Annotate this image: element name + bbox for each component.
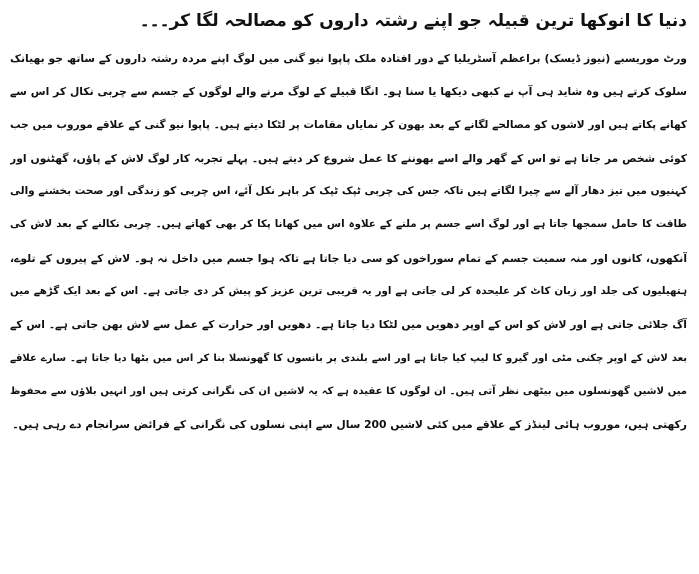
article-body-line: آنکھوں، کانوں اور منہ سمیت جسم کے تمام سوراخوں کو سی دیا جاتا ہے تاکہ ہوا جسم میں داخل نہ ہو۔ لاش کے پیروں کے تلوے، bbox=[10, 251, 687, 265]
article-headline: دنیا کا انوکھا ترین قبیلہ جو اپنے رشتہ داروں کو مصالحہ لگا کر۔۔۔ bbox=[139, 11, 687, 31]
article-body-line: سلوک کرتے ہیں وہ شاید ہی آپ نے کبھی دیکھا یا سنا ہو۔ انگا قبیلے کے لوگ مرنے والے لوگوں کے جسم سے چربی نکال کر اس سے bbox=[10, 85, 687, 99]
article-body-line: کھانے پکاتے ہیں اور لاشوں کو مصالحے لگانے کے بعد بھون کر نمایاں مقامات پر لٹکا دیتے ہیں۔ پاپوا نیو گنی کے علاقے موروب میں جب bbox=[10, 118, 687, 131]
article-body-line: آگ جلائی جاتی ہے اور لاش کو اس کے اوپر دھویں میں لٹکا دیا جاتا ہے۔ دھویں اور حرارت کے عمل سے لاش بھن جاتی ہے۔ اس کے bbox=[10, 318, 687, 332]
article-body-line: ہتھیلیوں کی جلد اور زبان کاٹ کر علیحدہ کر لی جاتی ہے اور یہ قریبی ترین عزیز کو پیش کر دی جاتی ہے۔ اس کے بعد ایک گڑھے میں bbox=[10, 285, 687, 298]
article-body-line: بعد لاش کے اوپر چکنی مٹی اور گیرو کا لیپ کیا جاتا ہے اور اسے بلندی پر بانسوں کا گھونسلا بنا کر اس میں بٹھا دیا جاتا ہے۔ سارے علاقے bbox=[10, 352, 687, 364]
article-body-line: طاقت کا حامل سمجھا جاتا ہے اور لوگ اسے جسم پر ملنے کے علاوہ اس میں کھانا پکا کر بھی کھاتے ہیں۔ چربی نکالنے کے بعد لاش کی bbox=[10, 218, 687, 231]
article-body-line: کوئی شخص مر جاتا ہے تو اس کے گھر والے اسے بھوننے کا عمل شروع کر دیتے ہیں۔ پہلے تجربہ کار لوگ لاش کے پاؤں، گھٹنوں اور bbox=[10, 151, 687, 165]
article-body-line: رکھتی ہیں، موروب ہائی لینڈز کے علاقے میں کئی لاشیں 200 سال سے اپنی نسلوں کی نگرانی کے فرائض سرانجام دے رہی ہیں۔ bbox=[12, 418, 687, 432]
article-body-line: ورٹ موریسبے (نیوز ڈیسک) براعظم آسٹریلیا کے دور افتادہ ملک پاپوا نیو گنی میں لوگ اپنے مردہ رشتہ داروں کے ساتھ جو بھیانک bbox=[10, 52, 687, 65]
article-body-line: میں لاشیں گھونسلوں میں بیٹھی نظر آتی ہیں۔ ان لوگوں کا عقیدہ ہے کہ یہ لاشیں ان کی نگرانی کرتی ہیں اور انہیں بلاؤں سے محفوظ bbox=[10, 385, 687, 397]
article-body bbox=[10, 42, 687, 442]
article-body-line: کہنیوں میں تیز دھار آلے سے چیرا لگاتے ہیں تاکہ جس کی چربی ٹپک ٹپک کر باہر نکل آئے، اس چربی کو زندگی اور صحت بخشنے والی bbox=[10, 185, 687, 198]
